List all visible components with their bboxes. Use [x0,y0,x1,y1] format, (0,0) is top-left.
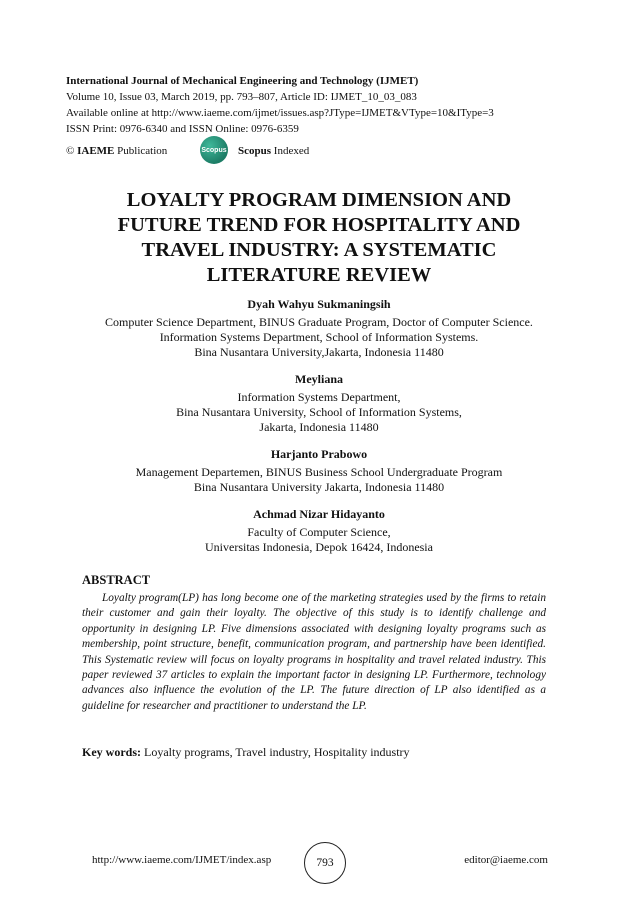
journal-header [66,73,566,137]
affiliation-line: Bina Nusantara University Jakarta, Indonesia 11480 [193,480,445,494]
affiliation-line: Management Departemen, BINUS Business School Undergraduate Program [135,465,503,479]
abstract-body: Loyalty program(LP) has long become one of the marketing strategies used by the firms to retain their customer and gain their loyalty. The objective of this study is to identify challenge and opportunity in designing LP. Five dimensions associated with designing loyalty programs such as membership, point structure, benefit, communication program, and partnership have been identified. This Systematic review will focus on loyalty programs in hospitality and travel related industry. This paper reviewed 37 articles to explain the important factor in designing LP. Furthermore, technology advances also influence the evolution of the LP. The future direction of LP also identified as a guideline for researcher and practitioner to understand the LP. [82,592,546,712]
affiliation-line: Bina Nusantara University,Jakarta, Indonesia 11480 [194,345,444,359]
affiliation-line: Information Systems Department, [237,390,401,404]
author-block [60,507,578,555]
footer-url-link[interactable]: http://www.iaeme.com/IJMET/index.asp [92,854,272,866]
affiliation-line: Information Systems Department, School of Information Systems. [159,330,479,344]
keywords-label: Key words: [82,745,141,759]
abstract-heading: ABSTRACT [82,573,151,587]
affiliation-line: Universitas Indonesia, Depok 16424, Indonesia [205,540,433,554]
availability-link[interactable]: Available online at http://www.iaeme.com/ijmet/issues.asp?JType=IJMET&VType=10&IType=3 [66,107,494,119]
issn-info: ISSN Print: 0976-6340 and ISSN Online: 0976-6359 [66,123,299,135]
author-block [60,447,578,495]
indexed-suffix: Indexed [273,145,310,157]
journal-name: International Journal of Mechanical Engineering and Technology (IJMET) [66,75,419,87]
author-block [60,297,578,360]
title-line: LOYALTY PROGRAM DIMENSION AND [126,189,512,211]
volume-info: Volume 10, Issue 03, March 2019, pp. 793–807, Article ID: IJMET_10_03_083 [66,91,417,103]
author-block [60,372,578,435]
indexed-label [238,145,309,157]
author-name: Dyah Wahyu Sukmaningsih [247,297,391,311]
title-line: FUTURE TREND FOR HOSPITALITY AND [117,214,521,236]
publisher-label [66,145,167,157]
author-name: Achmad Nizar Hidayanto [253,507,385,521]
affiliation-line: Computer Science Department, BINUS Graduate Program, Doctor of Computer Science. [105,315,533,329]
title-line: TRAVEL INDUSTRY: A SYSTEMATIC [141,239,497,261]
affiliation-line: Bina Nusantara University, School of Information Systems, [176,405,462,419]
publisher-name: IAEME [77,145,115,157]
affiliation-line: Faculty of Computer Science, [247,525,391,539]
keywords-text: Loyalty programs, Travel industry, Hospitality industry [144,745,410,759]
publisher-suffix: Publication [117,145,168,157]
page-footer [92,842,548,882]
author-name: Meyliana [295,372,343,386]
page-number: 793 [304,842,346,884]
abstract-section [82,573,546,714]
indexed-name: Scopus [238,145,272,157]
affiliation-line: Jakarta, Indonesia 11480 [259,420,379,434]
footer-email-link[interactable]: editor@iaeme.com [464,854,548,866]
keywords-line [82,745,546,760]
publication-row [66,140,566,168]
scopus-logo-icon: Scopus [200,136,228,164]
copyright-symbol: © [66,145,75,157]
author-name: Harjanto Prabowo [270,447,368,461]
paper-title [60,188,578,288]
title-line: LITERATURE REVIEW [206,264,432,286]
